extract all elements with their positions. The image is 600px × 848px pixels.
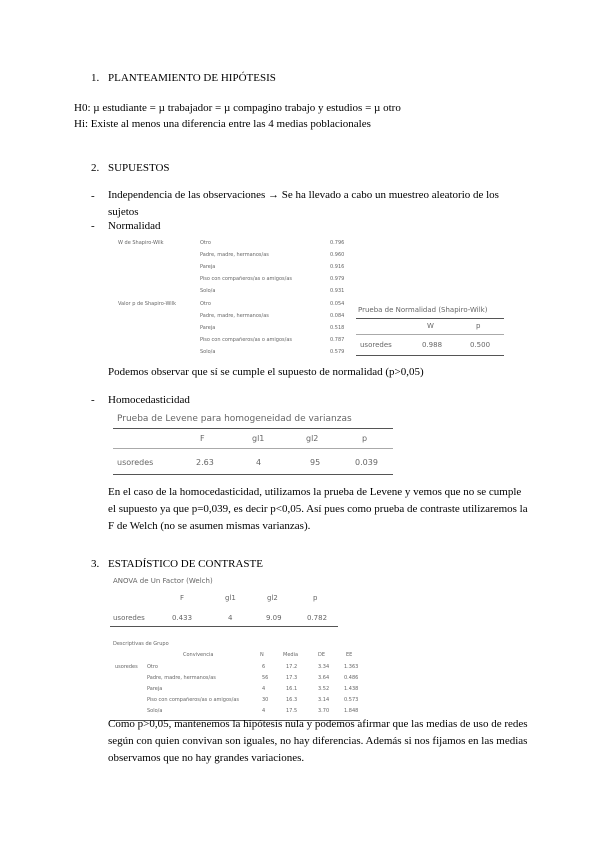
divider — [356, 334, 504, 335]
col-header: EE — [346, 652, 353, 658]
null-hypothesis: H0: µ estudiante = µ trabajador = µ compagino trabajo y estudios = µ otro — [74, 102, 401, 114]
col-header: p — [362, 434, 368, 443]
desc-value: 4 — [262, 686, 266, 692]
col-header: gl1 — [252, 434, 265, 443]
group: Otro — [200, 301, 211, 307]
homoscedasticity-text: En el caso de la homocedasticidad, utilizamos la prueba de Levene y vemos que no se cumple el supuesto ya que p=0,039, es decir p<0,05. Así pues como prueba de contraste utilizaremos la F de Welch (no se asumen mismas varianzas). — [108, 486, 528, 532]
divider — [110, 626, 338, 627]
divider — [356, 355, 504, 356]
p-value: 0.084 — [330, 313, 345, 319]
table-title: Descriptivas de Grupo — [113, 641, 169, 647]
group: Pareja — [200, 325, 216, 331]
w-value: 0.931 — [330, 288, 345, 294]
normality-conclusion: Podemos observar que sí se cumple el supuesto de normalidad (p>0,05) — [108, 366, 424, 378]
w-value: 0.960 — [330, 252, 345, 258]
p-value: 0.039 — [355, 458, 378, 467]
gl2-value: 9.09 — [266, 614, 282, 622]
p-value: 0.787 — [330, 337, 345, 343]
desc-value: 17.3 — [286, 675, 298, 681]
section-title: PLANTEAMIENTO DE HIPÓTESIS — [108, 72, 276, 84]
divider — [356, 318, 504, 319]
group: Pareja — [200, 264, 216, 270]
p-value: 0.518 — [330, 325, 345, 331]
group: Solo/a — [200, 349, 216, 355]
group-label: Piso con compañeros/as o amigos/as — [147, 697, 239, 703]
section-number: 3. — [91, 558, 100, 570]
table-title: ANOVA de Un Factor (Welch) — [113, 577, 213, 585]
col-header: p — [313, 594, 318, 602]
desc-value: 1.438 — [344, 686, 359, 692]
bullet-normality: Normalidad — [108, 220, 161, 232]
group: Piso con compañeros/as o amigos/as — [200, 337, 292, 343]
p-label: Valor p de Shapiro-Wilk — [118, 301, 176, 307]
w-value: 0.796 — [330, 240, 345, 246]
desc-value: 30 — [262, 697, 269, 703]
desc-value: 3.70 — [318, 708, 330, 714]
col-header: N — [260, 652, 264, 658]
col-header: Convivencia — [183, 652, 214, 658]
row-label: usoredes — [113, 614, 145, 622]
gl2-value: 95 — [310, 458, 321, 467]
bullet-dash: - — [91, 190, 95, 202]
bullet-homoscedasticity: Homocedasticidad — [108, 394, 190, 406]
group: Piso con compañeros/as o amigos/as — [200, 276, 292, 282]
desc-value: 4 — [262, 708, 266, 714]
w-value: 0.916 — [330, 264, 345, 270]
divider — [113, 428, 393, 429]
desc-value: 0.486 — [344, 675, 359, 681]
desc-value: 3.14 — [318, 697, 330, 703]
bullet-dash: - — [91, 220, 95, 232]
desc-value: 1.848 — [344, 708, 359, 714]
group: Padre, madre, hermanos/as — [200, 313, 269, 319]
p-value: 0.054 — [330, 301, 345, 307]
w-value: 0.979 — [330, 276, 345, 282]
group: Solo/a — [200, 288, 216, 294]
desc-value: 16.1 — [286, 686, 298, 692]
desc-value: 3.34 — [318, 664, 330, 670]
col-header: gl2 — [306, 434, 319, 443]
desc-value: 17.2 — [286, 664, 298, 670]
bullet-independence: Independencia de las observaciones → Se ha llevado a cabo un muestreo aleatorio de los sujetos — [108, 189, 499, 218]
table-title: Prueba de Normalidad (Shapiro-Wilk) — [358, 306, 488, 314]
desc-value: 6 — [262, 664, 266, 670]
section-title: ESTADÍSTICO DE CONTRASTE — [108, 558, 263, 570]
col-header: F — [180, 594, 185, 602]
w-value: 0.988 — [422, 341, 443, 349]
group: Otro — [200, 240, 211, 246]
group-label: Padre, madre, hermanos/as — [147, 675, 216, 681]
group: Padre, madre, hermanos/as — [200, 252, 269, 258]
desc-value: 16.3 — [286, 697, 298, 703]
p-value: 0.782 — [307, 614, 328, 622]
row-label: usoredes — [360, 341, 392, 349]
table-title: Prueba de Levene para homogeneidad de varianzas — [117, 414, 352, 424]
col-header: Media — [283, 652, 299, 658]
p-value: 0.500 — [470, 341, 491, 349]
divider — [113, 448, 393, 449]
col-header: gl2 — [267, 594, 278, 602]
desc-value: 56 — [262, 675, 269, 681]
row-label: usoredes — [117, 458, 154, 467]
group-label: Solo/a — [147, 708, 163, 714]
gl1-value: 4 — [256, 458, 262, 467]
desc-value: 17.5 — [286, 708, 298, 714]
desc-value: 0.573 — [344, 697, 359, 703]
alt-hypothesis: Hi: Existe al menos una diferencia entre las 4 medias poblacionales — [74, 118, 371, 130]
group-label: Pareja — [147, 686, 163, 692]
f-value: 2.63 — [196, 458, 214, 467]
section-title: SUPUESTOS — [108, 162, 170, 174]
w-label: W de Shapiro-Wilk — [118, 240, 164, 246]
section-number: 2. — [91, 162, 100, 174]
desc-value: 3.64 — [318, 675, 330, 681]
desc-value: 1.363 — [344, 664, 359, 670]
divider — [113, 474, 393, 475]
f-value: 0.433 — [172, 614, 193, 622]
p-value: 0.579 — [330, 349, 345, 355]
col-header: W — [427, 322, 434, 330]
desc-value: 3.52 — [318, 686, 330, 692]
col-header: F — [200, 434, 205, 443]
conclusion-text: Como p>0,05, mantenemos la hipótesis nula y podemos afirmar que las medias de uso de redes según con quien convivan son iguales, no hay diferencias. Además si nos fijamos en las medias observamos que no hay grandes variaciones. — [108, 718, 528, 764]
group-label: Otro — [147, 664, 158, 670]
bullet-dash: - — [91, 394, 95, 406]
variable-label: usoredes — [115, 664, 138, 670]
col-header: p — [476, 322, 481, 330]
section-number: 1. — [91, 72, 100, 84]
col-header: gl1 — [225, 594, 236, 602]
gl1-value: 4 — [228, 614, 233, 622]
col-header: DE — [318, 652, 326, 658]
